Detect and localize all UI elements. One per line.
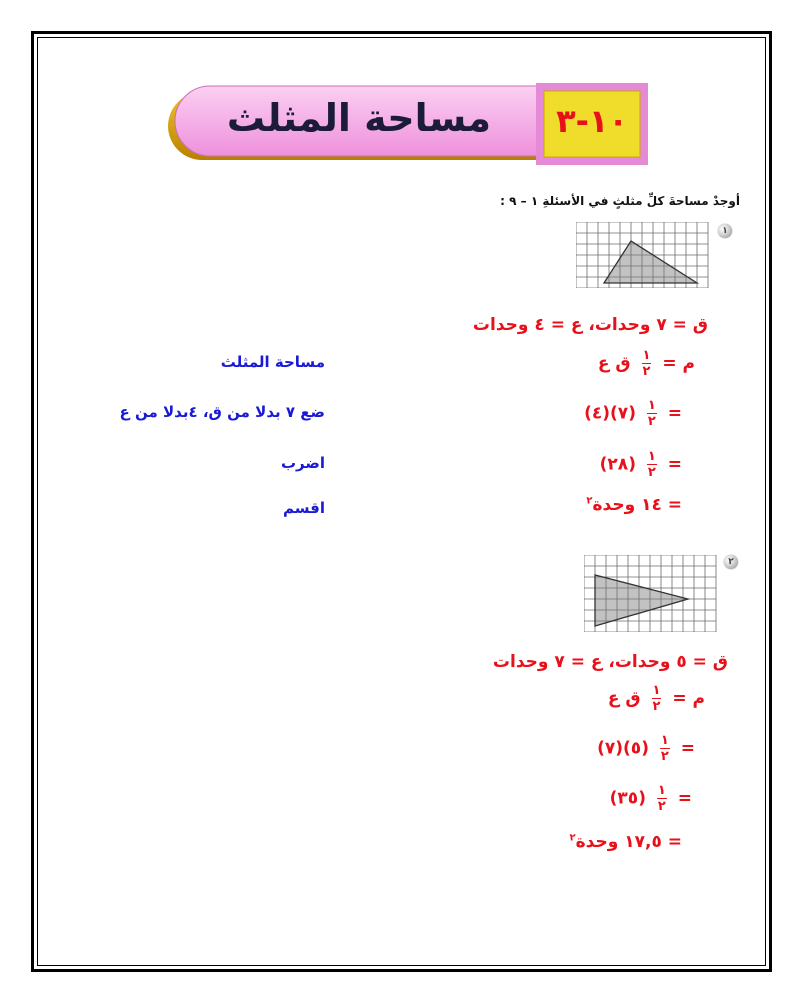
fraction-half: $\frac{١}{٢}$: [660, 733, 669, 764]
problem-1-note-1: مساحة المثلث: [220, 353, 325, 371]
problem-1-given: ق = ٧ وحدات، ع = ٤ وحدات: [472, 315, 708, 335]
problem-2-badge: ٢: [724, 555, 738, 569]
instruction-text: أوجدْ مساحةَ كلِّ مثلثٍ في الأسئلةِ ١ – ٩ :: [500, 194, 740, 208]
problem-2-step-4: = ١٧,٥ وحدة$^٢$: [569, 832, 682, 852]
triangle-shape: [604, 241, 697, 283]
problem-2-given: ق = ٥ وحدات، ع = ٧ وحدات: [492, 652, 728, 672]
lesson-number: ١٠-٣: [556, 102, 628, 140]
problem-1-grid-figure: [576, 222, 712, 288]
problem-2-step-2: = $\frac{١}{٢}$ (٥)(٧): [597, 733, 695, 764]
problem-1-note-4: اقسم: [283, 499, 325, 517]
problem-1-step-3: = $\frac{١}{٢}$ (٢٨): [599, 449, 682, 480]
problem-1-note-2: ضع ٧ بدلا من ق، ٤بدلا من ع: [119, 403, 325, 421]
problem-2-grid-figure: [584, 555, 720, 632]
fraction-half: $\frac{١}{٢}$: [647, 398, 656, 429]
problem-1-step-1: م = $\frac{١}{٢}$ ق ع: [597, 348, 695, 379]
triangle-shape: [595, 575, 688, 626]
problem-1-badge: ١: [718, 224, 732, 238]
problem-2-step-3: = $\frac{١}{٢}$ (٣٥): [609, 783, 692, 814]
problem-2-step-1: م = $\frac{١}{٢}$ ق ع: [607, 683, 705, 714]
problem-1-step-2: = $\frac{١}{٢}$ (٧)(٤): [584, 398, 682, 429]
lesson-title: مساحة المثلث: [226, 96, 492, 140]
fraction-half: $\frac{١}{٢}$: [657, 783, 666, 814]
fraction-half: $\frac{١}{٢}$: [647, 449, 656, 480]
fraction-half: $\frac{١}{٢}$: [642, 348, 651, 379]
problem-1-note-3: اضرب: [280, 454, 325, 472]
problem-1-step-4: = ١٤ وحدة$^٢$: [586, 495, 682, 515]
fraction-half: $\frac{١}{٢}$: [652, 683, 661, 714]
